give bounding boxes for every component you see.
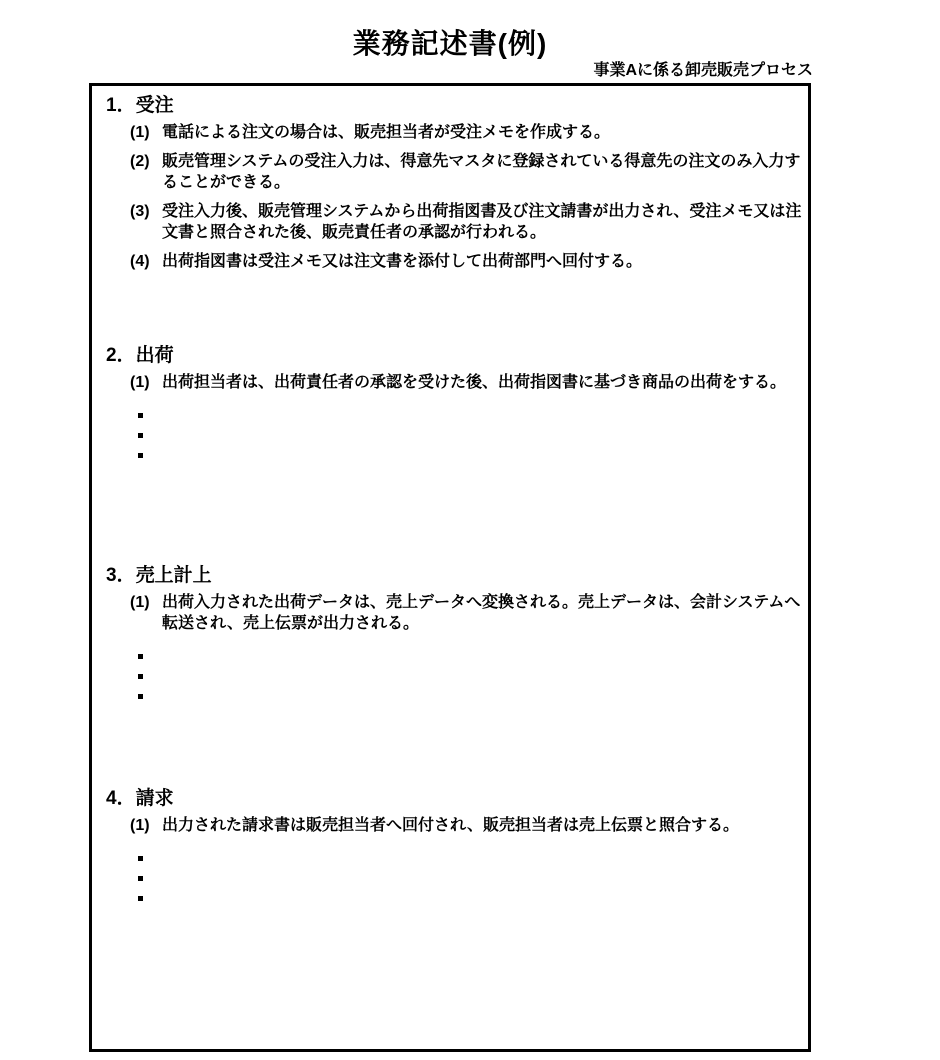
bullet-dot-icon: [138, 896, 143, 901]
item-number: (2): [130, 153, 150, 170]
list-item: [130, 151, 808, 193]
item-text: 受注入力後、販売管理システムから出荷指図書及び注文請書が出力され、受注メモ又は注文書と照合された後、販売責任者の承認が行われる。: [162, 203, 802, 241]
item-text: 出荷指図書は受注メモ又は注文書を添付して出荷部門へ回付する。: [162, 253, 643, 270]
bullet-dot-icon: [138, 876, 143, 881]
placeholder-bullet-row: [138, 405, 808, 425]
item-text: 出荷入力された出荷データは、売上データへ変換される。売上データは、会計システムへ転送され、売上伝票が出力される。: [162, 594, 801, 632]
section-heading: 2．出荷: [106, 345, 174, 366]
placeholder-bullet-row: [138, 425, 808, 445]
bullet-dot-icon: [138, 453, 143, 458]
list-item: [130, 372, 808, 393]
list-item: [130, 592, 808, 634]
item-number: (3): [130, 203, 150, 220]
placeholder-bullet-row: [138, 888, 808, 908]
list-item: [130, 251, 808, 272]
bullet-dot-icon: [138, 694, 143, 699]
item-text: 出荷担当者は、出荷責任者の承認を受けた後、出荷指図書に基づき商品の出荷をする。: [162, 374, 787, 391]
placeholder-bullet-row: [138, 686, 808, 706]
bullet-dot-icon: [138, 433, 143, 438]
placeholder-bullet-list: [138, 646, 808, 706]
item-number: (1): [130, 817, 150, 834]
bullet-dot-icon: [138, 856, 143, 861]
item-number: (1): [130, 124, 150, 141]
placeholder-bullet-list: [138, 848, 808, 908]
item-number: (1): [130, 594, 150, 611]
placeholder-bullet-row: [138, 445, 808, 465]
item-number: (1): [130, 374, 150, 391]
section-sales-recording: [92, 565, 808, 706]
document-body-frame: [89, 83, 811, 1052]
section-billing: [92, 788, 808, 908]
section-shipping: [92, 345, 808, 465]
bullet-dot-icon: [138, 654, 143, 659]
document-subtitle: 事業Aに係る卸売販売プロセス: [593, 62, 813, 79]
item-text: 出力された請求書は販売担当者へ回付され、販売担当者は売上伝票と照合する。: [162, 817, 739, 834]
item-number: (4): [130, 253, 150, 270]
list-item: [130, 815, 808, 836]
placeholder-bullet-list: [138, 405, 808, 465]
section-heading: 4．請求: [106, 788, 174, 809]
section-heading: 1．受注: [106, 95, 174, 116]
placeholder-bullet-row: [138, 848, 808, 868]
placeholder-bullet-row: [138, 868, 808, 888]
list-item: [130, 201, 808, 243]
section-heading: 3．売上計上: [106, 565, 212, 586]
item-text: 電話による注文の場合は、販売担当者が受注メモを作成する。: [162, 124, 611, 141]
bullet-dot-icon: [138, 674, 143, 679]
document-title: 業務記述書(例): [352, 28, 548, 59]
list-item: [130, 122, 808, 143]
bullet-dot-icon: [138, 413, 143, 418]
section-order-receipt: [92, 95, 808, 272]
item-text: 販売管理システムの受注入力は、得意先マスタに登録されている得意先の注文のみ入力することができる。: [162, 153, 801, 191]
placeholder-bullet-row: [138, 646, 808, 666]
placeholder-bullet-row: [138, 666, 808, 686]
